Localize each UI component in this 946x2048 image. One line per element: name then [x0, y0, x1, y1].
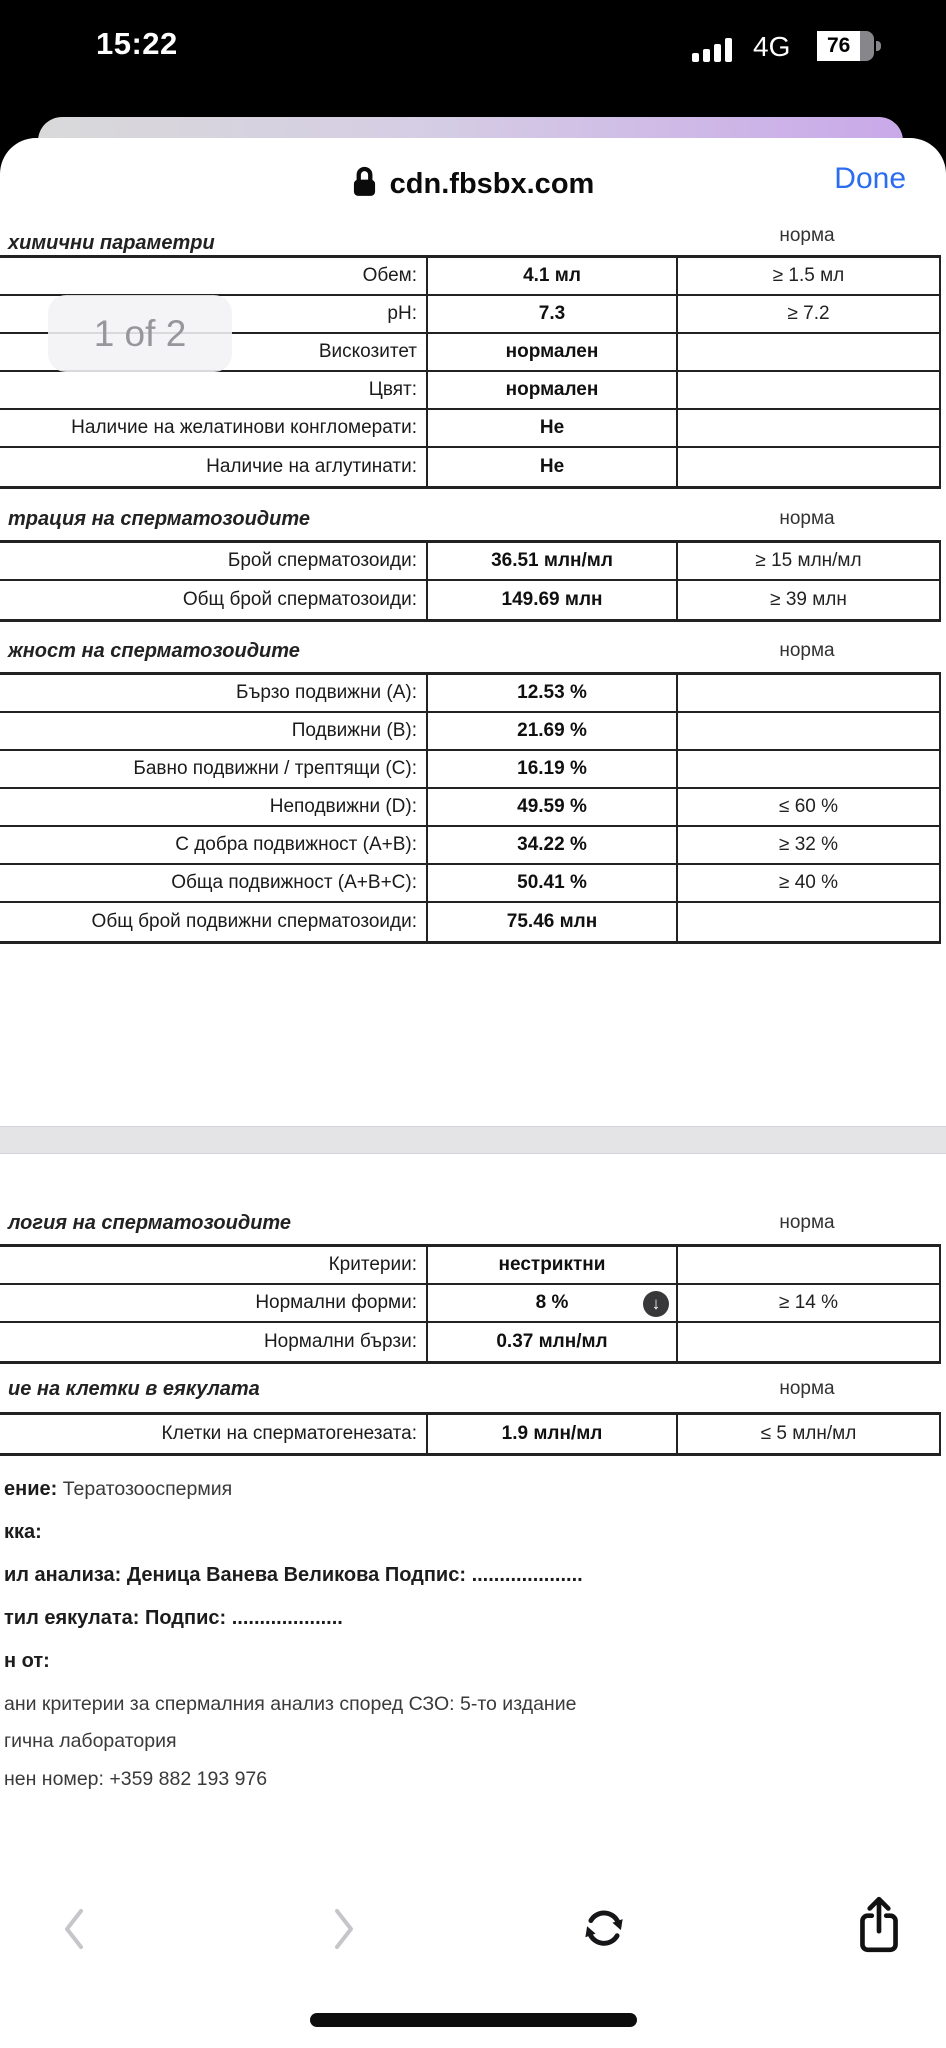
- row-value: 34.22 %: [428, 827, 678, 863]
- table-row: [0, 751, 939, 789]
- who-criteria-line: ани критерии за спермалния анализ според СЗО: 5-то издание: [4, 1693, 577, 1715]
- motility-table: [0, 672, 941, 944]
- row-value: 149.69 млн: [428, 581, 678, 619]
- row-value: 1.9 млн/мл: [428, 1415, 678, 1453]
- table-row: [0, 448, 939, 486]
- row-value: нормален: [428, 372, 678, 408]
- table-row: [0, 410, 939, 448]
- section-header: [0, 1212, 941, 1238]
- phone-line: нен номер: +359 882 193 976: [4, 1768, 268, 1790]
- row-label: С добра подвижност (А+В):: [0, 827, 428, 863]
- table-row: [0, 903, 939, 941]
- table-row: [0, 865, 939, 903]
- table-row: [0, 258, 939, 296]
- chevron-left-icon: [62, 1940, 86, 1955]
- norm-column-header: норма: [779, 225, 835, 246]
- row-norm: [678, 372, 939, 408]
- row-norm: [678, 903, 939, 941]
- row-label: Нормални бързи:: [0, 1323, 428, 1361]
- row-value: 8 % ↓: [428, 1285, 678, 1321]
- table-row: [0, 675, 939, 713]
- row-value: 16.19 %: [428, 751, 678, 787]
- done-button[interactable]: Done: [834, 162, 906, 195]
- row-label: Нормални форми:: [0, 1285, 428, 1321]
- table-row: [0, 713, 939, 751]
- row-norm: [678, 751, 939, 787]
- norm-column-header: норма: [779, 508, 835, 529]
- row-label: Бързо подвижни (А):: [0, 675, 428, 711]
- share-icon: [854, 1944, 904, 1959]
- reload-button[interactable]: [578, 1900, 630, 1955]
- row-label: Наличие на аглутинати:: [0, 448, 428, 486]
- row-label: Общ брой сперматозоиди:: [0, 581, 428, 619]
- row-norm: ≥ 7.2: [787, 303, 830, 324]
- table-row: [0, 372, 939, 410]
- table-row: [0, 1285, 939, 1323]
- row-norm: ≥ 39 млн: [770, 589, 847, 610]
- row-label: Бавно подвижни / трептящи (С):: [0, 751, 428, 787]
- row-value: 7.3: [428, 296, 678, 332]
- row-label: Подвижни (В):: [0, 713, 428, 749]
- section-title: жност на сперматозоидите: [8, 640, 300, 662]
- below-norm-indicator-icon: ↓: [643, 1291, 669, 1317]
- battery-percent-label: 76: [826, 34, 851, 57]
- table-row: [0, 827, 939, 865]
- row-label: Общ брой подвижни сперматозоиди:: [0, 903, 428, 941]
- row-value: 4.1 мл: [428, 258, 678, 294]
- table-row: [0, 581, 939, 619]
- table-row: [0, 1247, 939, 1285]
- table-row: [0, 543, 939, 581]
- row-norm: ≤ 60 %: [778, 796, 838, 817]
- row-value: 75.46 млн: [428, 903, 678, 941]
- row-norm: ≥ 15 млн/мл: [755, 550, 862, 571]
- row-norm: [678, 1247, 939, 1283]
- row-value: Не: [428, 410, 678, 446]
- url-host-label: cdn.fbsbx.com: [389, 167, 595, 200]
- norm-column-header: норма: [779, 1212, 835, 1233]
- row-value: 0.37 млн/мл: [428, 1323, 678, 1361]
- back-button[interactable]: [62, 1906, 86, 1955]
- reload-icon: [578, 1940, 630, 1955]
- section-title: ие на клетки в еякулата: [8, 1378, 260, 1400]
- row-label: Цвят:: [0, 372, 428, 408]
- section-header: [0, 640, 941, 666]
- physical-parameters-table: [0, 255, 941, 489]
- row-label: Вискозитет: [0, 334, 428, 370]
- row-norm: ≥ 32 %: [778, 834, 838, 855]
- norm-column-header: норма: [779, 1378, 835, 1399]
- row-value: нестриктни: [428, 1247, 678, 1283]
- row-value: Не: [428, 448, 678, 486]
- laboratory-line: гична лаборатория: [4, 1730, 177, 1752]
- network-type-label: 4G: [753, 31, 791, 62]
- lock-icon: [352, 165, 377, 203]
- row-norm: [678, 334, 939, 370]
- table-row: [0, 1323, 939, 1361]
- morphology-table: [0, 1244, 941, 1364]
- row-label: Брой сперматозоиди:: [0, 543, 428, 579]
- share-button[interactable]: [854, 1894, 904, 1959]
- cells-table: [0, 1412, 941, 1456]
- sample-provider-line: тил еякулата: Подпис: ....................: [4, 1607, 343, 1629]
- row-label: Обща подвижност (А+В+С):: [0, 865, 428, 901]
- row-label: Обем:: [0, 258, 428, 294]
- section-title: логия на сперматозоидите: [8, 1212, 292, 1234]
- section-title: трация на сперматозоидите: [8, 508, 311, 530]
- forward-button[interactable]: [332, 1906, 356, 1955]
- section-header: [0, 508, 941, 534]
- row-label: Наличие на желатинови конгломерати:: [0, 410, 428, 446]
- concentration-table: [0, 540, 941, 622]
- row-norm: [678, 675, 939, 711]
- row-value: 49.59 %: [428, 789, 678, 825]
- row-norm: ≥ 40 %: [778, 872, 838, 893]
- analyst-line: ил анализа: Деница Ванева Великова Подпис: ....................: [4, 1564, 583, 1586]
- note-line: кка:: [4, 1521, 42, 1543]
- browser-header: [0, 138, 946, 230]
- page-separator: [0, 1126, 946, 1154]
- section-header: [0, 225, 941, 254]
- section-title: химични параметри: [8, 232, 215, 254]
- signal-strength-icon: [692, 38, 740, 62]
- row-norm: [678, 410, 939, 446]
- row-norm: ≥ 1.5 мл: [772, 265, 845, 286]
- row-norm: [678, 713, 939, 749]
- table-row: [0, 789, 939, 827]
- row-norm: ≥ 14 %: [778, 1292, 838, 1313]
- row-value: 50.41 %: [428, 865, 678, 901]
- row-value: 12.53 %: [428, 675, 678, 711]
- row-norm: ≤ 5 млн/мл: [760, 1423, 857, 1444]
- page-indicator: 1 of 2: [48, 295, 232, 372]
- table-row: [0, 1415, 939, 1453]
- row-value: 21.69 %: [428, 713, 678, 749]
- chevron-right-icon: [332, 1940, 356, 1955]
- row-label: Клетки на сперматогенезата:: [0, 1415, 428, 1453]
- row-value: 36.51 млн/мл: [428, 543, 678, 579]
- row-label: Неподвижни (D):: [0, 789, 428, 825]
- battery-cap: [876, 41, 881, 51]
- row-norm: [678, 1323, 939, 1361]
- norm-column-header: норма: [779, 640, 835, 661]
- section-header: [0, 1378, 941, 1404]
- status-time: 15:22: [96, 26, 178, 61]
- row-label: Критерии:: [0, 1247, 428, 1283]
- home-indicator[interactable]: [310, 2013, 637, 2027]
- issued-by-line: н от:: [4, 1650, 50, 1672]
- row-norm: [678, 448, 939, 486]
- battery-icon: [817, 31, 874, 61]
- row-label: pH:: [0, 296, 428, 332]
- row-value: нормален: [428, 334, 678, 370]
- conclusion-line: ение: Тератозооспермия: [4, 1478, 233, 1500]
